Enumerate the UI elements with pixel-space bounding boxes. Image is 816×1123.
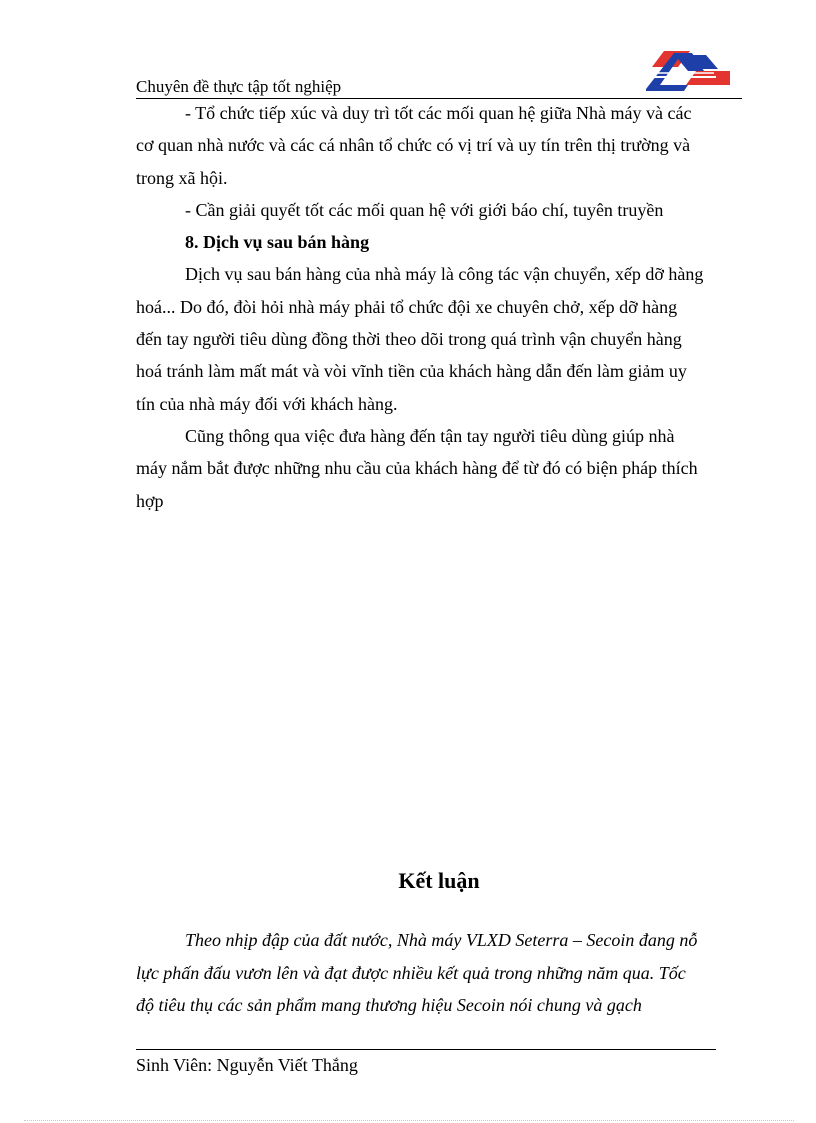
footer-rule: [136, 1049, 716, 1050]
document-body: [136, 97, 742, 517]
body-line: trong xã hội.: [136, 167, 228, 188]
body-line: hoá... Do đó, đòi hỏi nhà máy phải tổ chức đội xe chuyên chở, xếp dỡ hàng: [136, 296, 678, 317]
section-heading: 8. Dịch vụ sau bán hàng: [185, 232, 370, 253]
conclusion-line: độ tiêu thụ các sản phẩm mang thương hiệu Secoin nói chung và gạch: [136, 995, 642, 1015]
body-line: Cũng thông qua việc đưa hàng đến tận tay người tiêu dùng giúp nhà: [185, 425, 675, 446]
body-line: - Tổ chức tiếp xúc và duy trì tốt các mối quan hệ giữa Nhà máy và các: [185, 103, 692, 123]
body-line: cơ quan nhà nước và các cá nhân tổ chức có vị trí và uy tín trên thị trường và: [136, 135, 691, 156]
body-line: đến tay người tiêu dùng đồng thời theo dõi trong quá trình vận chuyển hàng: [136, 329, 682, 350]
body-line: hoá tránh làm mất mát và vòi vĩnh tiền của khách hàng dẫn đến làm giảm uy: [136, 361, 687, 382]
body-line: tín của nhà máy đối với khách hàng.: [136, 393, 398, 414]
conclusion-body: [136, 924, 742, 1022]
footer-author: Sinh Viên: Nguyễn Viết Thắng: [136, 1055, 358, 1075]
conclusion-line: lực phấn đấu vươn lên và đạt được nhiều kết quả trong những năm qua. Tốc: [136, 962, 686, 983]
body-line: Dịch vụ sau bán hàng của nhà máy là công tác vận chuyển, xếp dỡ hàng: [185, 264, 704, 285]
conclusion-title: Kết luận: [398, 868, 480, 893]
body-line: máy nắm bắt được những nhu cầu của khách hàng để từ đó có biện pháp thích: [136, 458, 698, 479]
conclusion-line: Theo nhịp đập của đất nước, Nhà máy VLXD Seterra – Secoin đang nỗ: [185, 930, 698, 950]
secoin-logo-icon: [644, 45, 732, 93]
body-line: hợp: [136, 490, 164, 511]
header-title: Chuyên đề thực tập tốt nghiệp: [136, 77, 342, 96]
page-edge: [24, 1120, 794, 1121]
body-line: - Cần giải quyết tốt các mối quan hệ với giới báo chí, tuyên truyền: [185, 199, 664, 220]
